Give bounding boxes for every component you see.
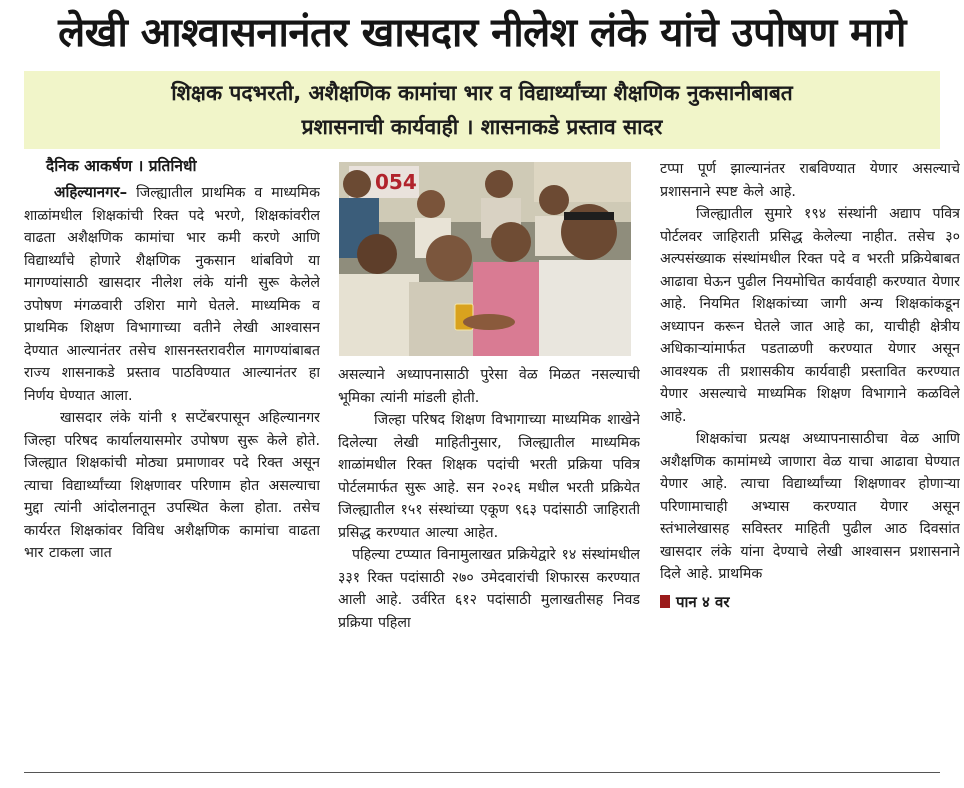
news-photo (339, 162, 631, 356)
photo-banner-text: 054 (375, 170, 417, 194)
dateline: अहिल्यानगर– (54, 183, 128, 201)
byline: दैनिक आकर्षण । प्रतिनिधी (46, 157, 197, 175)
paragraph-6: टप्पा पूर्ण झाल्यानंतर राबविण्यात येणार असल्याचे प्रशासनाने स्पष्ट केले आहे. (660, 161, 960, 200)
subheadline-line-2: प्रशासनाची कार्यवाही । शासनाकडे प्रस्ताव सादर (301, 115, 663, 139)
subheadline-line-1: शिक्षक पदभरती, अशैक्षणिक कामांचा भार व विद्यार्थ्यांच्या शैक्षणिक नुकसानीबाबत (171, 81, 793, 105)
paragraph-1-text: जिल्ह्यातील प्राथमिक व माध्यमिक शाळांमधील शिक्षकांची रिक्त पदे भरणे, शिक्षकांवरील वाढता अशैक्षणिक कामांचा भार कमी करणे आणि विद्यार्थ्यांचे होणारे शैक्षणिक नुकसान थांबविणे या मागण्यांसाठी खासदार नीलेश लंके यांनी सुरू केलेले उपोषण मंगळवारी उशिरा मागे घेतले. माध्यमिक व प्राथमिक शिक्षण विभागाच्या वतीने लेखी आश्वासन देण्यात आल्यानंतर तसेच शासनस्तरावरील मागण्यांबाबत राज्य शासनाकडे प्रस्ताव पाठविण्यात आल्यानंतर हा निर्णय घेण्यात आला. (24, 185, 320, 404)
paragraph-5: पहिल्या टप्प्यात विनामुलाखत प्रक्रियेद्वारे १४ संस्थांमधील ३३१ रिक्त पदांसाठी २७० उमेदवारांची शिफारस करण्यात आली आहे. उर्वरित ६१२ पदांसाठी मुलाखतीसह निवड प्रक्रिया पहिला (338, 547, 640, 631)
article-column-2 (338, 364, 640, 748)
paragraph-1 (24, 181, 320, 407)
continued-label: पान ४ वर (676, 592, 730, 611)
paragraph-7: जिल्ह्यातील सुमारे १९४ संस्थांनी अद्याप पवित्र पोर्टलवर जाहिराती प्रसिद्ध केलेल्या नाहीत. तसेच ३० अल्पसंख्याक संस्थांमधील रिक्त पदे व भरती प्रक्रियेबाबत आढावा घेऊन पुढील नियमोचित कार्यवाही करण्यात येणार आहे. नियमित शिक्षकांच्या जागी अन्य शिक्षकांकडून अध्यापन करून घेतले जात आहे का, याचीही क्षेत्रीय अधिकाऱ्यांमार्फत पडताळणी करण्यात येणार असून आवश्यक ती प्रशासकीय कार्यवाही प्रस्तावित करण्यात येणार असल्याचे माध्यमिक शिक्षण विभागाने कळविले आहे. (660, 206, 960, 425)
paragraph-3: असल्याने अध्यापनासाठी पुरेसा वेळ मिळत नसल्याची भूमिका त्यांनी मांडली होती. (338, 367, 640, 406)
paragraph-8: शिक्षकांचा प्रत्यक्ष अध्यापनासाठीचा वेळ आणि अशैक्षणिक कामांमध्ये जाणारा वेळ याचा आढावा घेण्यात येणार आहे. त्याचा विद्यार्थ्यांच्या शिक्षणावर होणाऱ्या परिणामाचाही अभ्यास करण्यात येणार असून स्तंभालेखासह सविस्तर माहिती पुढील आठ दिवसांत खासदार लंके यांना देण्याचे लेखी आश्वासन प्रशासनाने दिले आहे. प्राथमिक (660, 431, 960, 582)
paragraph-2: खासदार लंके यांनी १ सप्टेंबरपासून अहिल्यानगर जिल्हा परिषद कार्यालयासमोर उपोषण सुरू केले होते. जिल्ह्यात शिक्षकांची मोठ्या प्रमाणावर पदे रिक्त असून त्याचा विद्यार्थ्यांच्या शिक्षणावर परिणाम होत असल्याचा मुद्दा त्यांनी आंदोलनातून उपस्थित केला होता. तसेच कार्यरत शिक्षकांवर विविध अशैक्षणिक कामांचा वाढता भार टाकला जात (24, 410, 320, 561)
subheadline-box (24, 71, 940, 149)
article-column-1 (24, 153, 320, 748)
bottom-rule (24, 772, 940, 773)
paragraph-4: जिल्हा परिषद शिक्षण विभागाच्या माध्यमिक शाखेने दिलेल्या लेखी माहितीनुसार, जिल्ह्यातील माध्यमिक शाळांमधील रिक्त शिक्षक पदांची भरती प्रक्रिया पवित्र पोर्टलमार्फत सुरू आहे. सन २०२६ मधील भरती प्रक्रियेत जिल्ह्यातील १५१ संस्थांच्या एकूण ९६३ पदांसाठी जाहिराती प्रसिद्ध करण्यात आल्या आहेत. (338, 412, 640, 541)
continued-square-icon (660, 595, 670, 608)
headline: लेखी आश्वासनानंतर खासदार नीलेश लंके यांचे उपोषण मागे (58, 10, 906, 56)
continued-marker (660, 590, 960, 614)
article-column-3 (660, 158, 960, 748)
